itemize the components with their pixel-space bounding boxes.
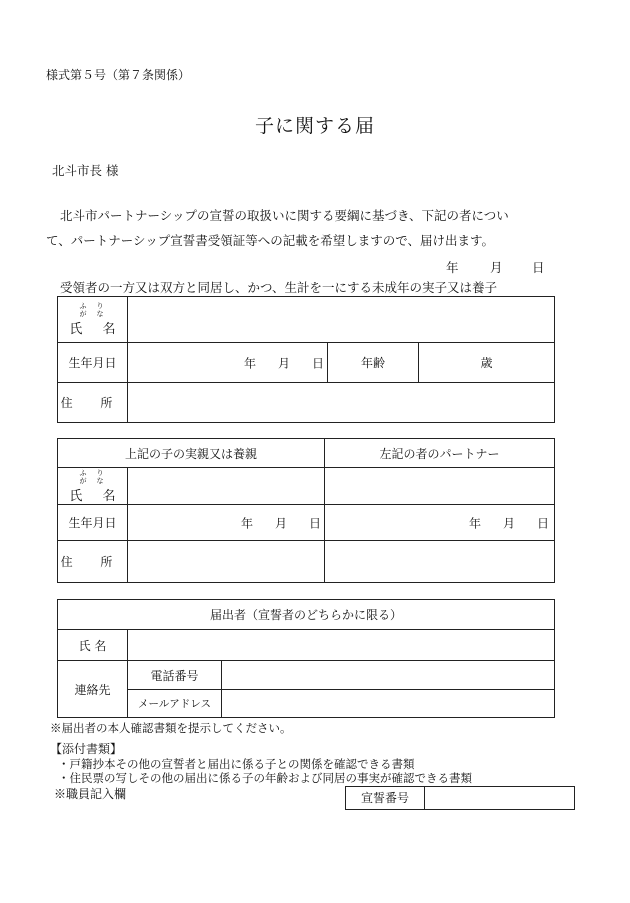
email-label: メールアドレス	[128, 690, 222, 718]
child-age-field[interactable]	[419, 343, 555, 383]
child-birth-field[interactable]	[128, 343, 328, 383]
parent-header: 上記の子の実親又は養親	[58, 439, 325, 468]
email-field[interactable]	[222, 690, 555, 718]
parent-address-field[interactable]	[128, 541, 325, 583]
staff-field-label: ※職員記入欄	[54, 787, 127, 801]
form-number: 様式第５号（第７条関係）	[46, 68, 191, 82]
date-day-label: 日	[532, 260, 545, 275]
intro-line-1: 北斗市パートナーシップの宣誓の取扱いに関する要綱に基づき、下記の者につい	[60, 208, 509, 223]
attachment-item-2: ・住民票の写しその他の届出に係る子の年齢および同居の事実が確認できる書類	[58, 771, 472, 785]
child-address-label: 住 所	[58, 383, 128, 423]
date-year-label: 年	[446, 260, 459, 275]
child-birth-month: 月	[278, 356, 291, 370]
child-name-label: ふり がな 氏 名	[58, 297, 128, 343]
child-age-label: 年齢	[328, 343, 419, 383]
child-address-field[interactable]	[128, 383, 555, 423]
parents-table	[57, 438, 555, 583]
parents-address-label: 住 所	[58, 541, 128, 583]
parent-name-field[interactable]	[128, 468, 325, 505]
partner-birth-field[interactable]	[325, 505, 555, 541]
parents-birth-label: 生年月日	[58, 505, 128, 541]
oath-number-label: 宣誓番号	[346, 787, 425, 809]
id-note: ※届出者の本人確認書類を提示してください。	[50, 721, 292, 735]
addressee: 北斗市長 様	[52, 163, 119, 178]
attachment-item-1: ・戸籍抄本その他の宣誓者と届出に係る子との関係を確認できる書類	[58, 757, 415, 771]
partner-name-field[interactable]	[325, 468, 555, 505]
parent-birth-day: 日	[309, 516, 322, 530]
intro-paragraph	[46, 203, 558, 253]
parent-birth-month: 月	[275, 516, 288, 530]
partner-address-field[interactable]	[325, 541, 555, 583]
notifier-name-label: 氏 名	[58, 630, 128, 661]
child-age-unit: 歳	[480, 356, 493, 370]
parent-birth-field[interactable]	[128, 505, 325, 541]
child-table	[57, 296, 555, 423]
contact-label: 連絡先	[58, 661, 128, 718]
notifier-name-field[interactable]	[128, 630, 555, 661]
attachments-heading: 【添付書類】	[50, 742, 123, 756]
child-birth-label: 生年月日	[58, 343, 128, 383]
partner-birth-year: 年	[469, 516, 482, 530]
intro-line-2: て、パートナーシップ宣誓書受領証等への記載を希望しますので、届け出ます。	[46, 233, 495, 248]
oath-number-field[interactable]	[425, 787, 574, 809]
phone-field[interactable]	[222, 661, 555, 690]
form-title: 子に関する届	[254, 115, 375, 137]
parent-birth-year: 年	[241, 516, 254, 530]
notifier-header: 届出者（宣誓者のどちらかに限る）	[58, 600, 555, 630]
child-birth-day: 日	[312, 356, 325, 370]
oath-number-box	[345, 786, 575, 810]
phone-label: 電話番号	[128, 661, 222, 690]
child-birth-year: 年	[244, 356, 257, 370]
date-month-label: 月	[490, 260, 503, 275]
partner-header: 左記の者のパートナー	[325, 439, 555, 468]
notifier-table	[57, 599, 555, 718]
child-section-caption: 受領者の一方又は双方と同居し、かつ、生計を一にする未成年の実子又は養子	[60, 280, 498, 295]
partner-birth-day: 日	[537, 516, 550, 530]
parents-name-label: ふり がな 氏 名	[58, 468, 128, 505]
partner-birth-month: 月	[503, 516, 516, 530]
child-name-field[interactable]	[128, 297, 555, 343]
